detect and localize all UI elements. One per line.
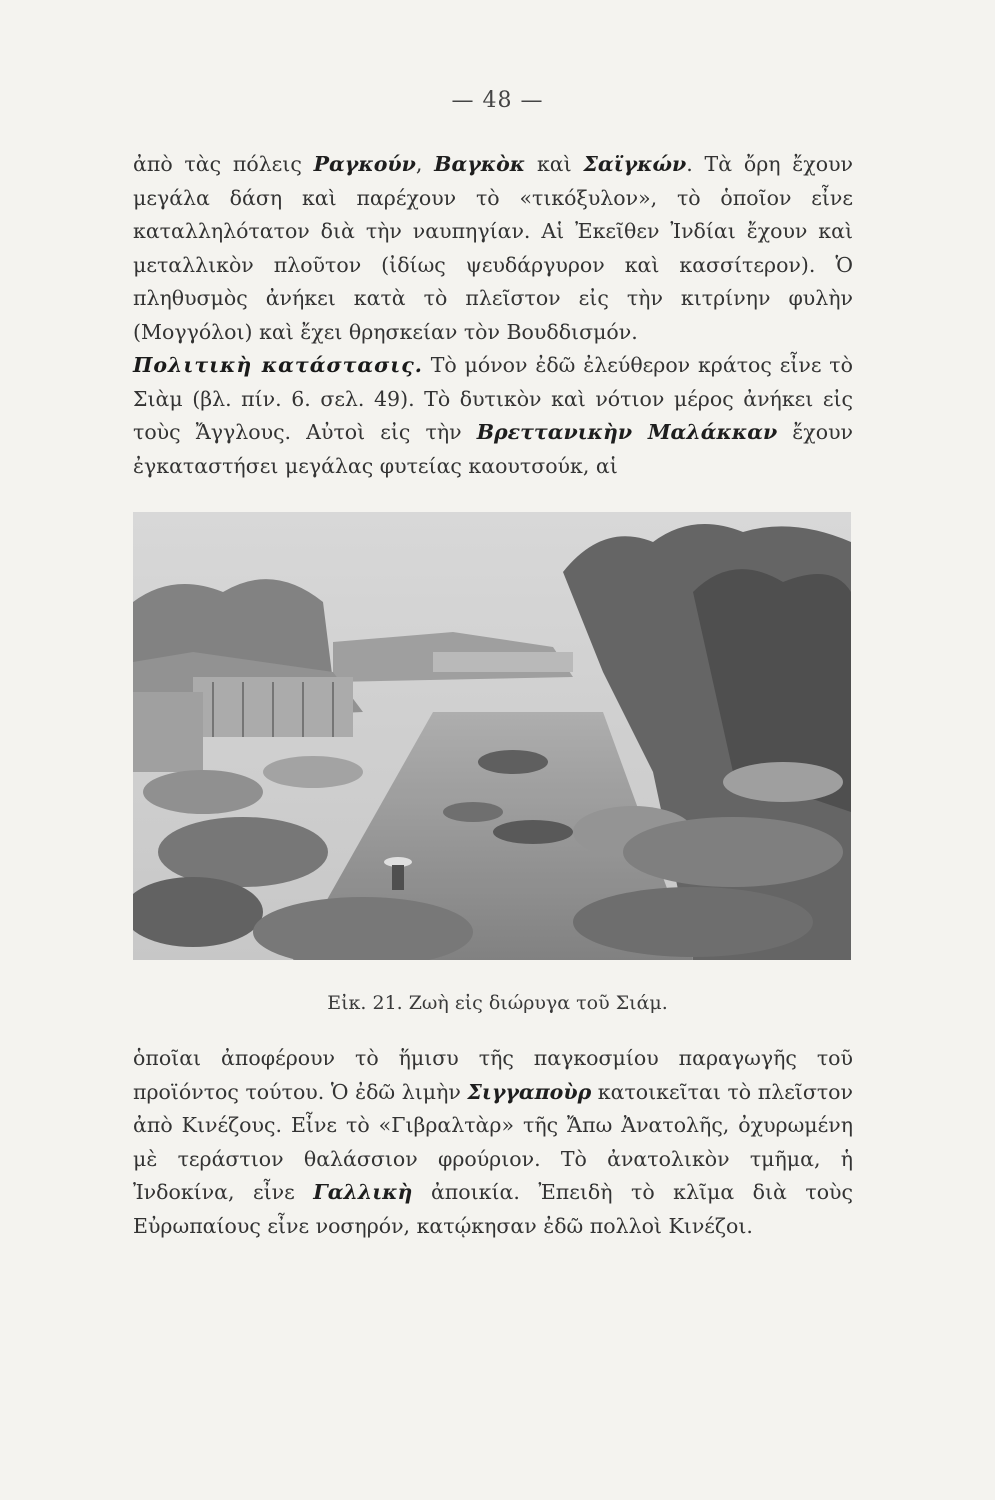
paragraph-text: ἀποικία. Ἐπειδὴ τὸ κλῖμα διὰ τοὺς Εὐρωπαίους εἶνε νοσηρόν, κατῴκησαν ἐδῶ πολλοὶ Κινέζοι.	[133, 1180, 853, 1238]
canal-photograph	[133, 512, 851, 960]
section-heading: Πολιτικὴ κατάστασις.	[133, 353, 423, 377]
city-saigon: Σαϊγκών	[583, 152, 687, 176]
figure-caption: Εἰκ. 21. Ζωὴ εἰς διώρυγα τοῦ Σιάμ.	[327, 992, 668, 1014]
paragraph-politics	[133, 349, 853, 483]
conjunction: καὶ	[525, 152, 584, 176]
paragraph-text: ὁποῖαι ἀποφέρουν τὸ ἥμισυ τῆς παγκοσμίου παραγωγῆς τοῦ προϊόντος τούτου. Ὁ ἐδῶ λιμὴν	[133, 1046, 853, 1104]
paragraph-text: . Τὰ ὄρη ἔχουν μεγάλα δάση καὶ παρέχουν τὸ «τικόξυλον», τὸ ὁποῖον εἶνε καταλληλότατον διὰ τὴν ναυπηγίαν. Αἱ Ἐκεῖθεν Ἰνδίαι ἔχουν καὶ μεταλλικὸν πλοῦτον (ἰδίως ψευδάργυρον καὶ κασσίτερον). Ὁ πληθυσμὸς ἀνήκει κατὰ τὸ πλεῖστον εἰς τὴν κιτρίνην φυλὴν (Μογγόλοι) καὶ ἔχει θρησκείαν τὸν Βουδδισμόν.	[133, 152, 853, 344]
paragraph-text: ἀπὸ τὰς πόλεις	[133, 152, 314, 176]
text-block-bottom	[133, 1042, 853, 1243]
place-malacca: Βρεττανικὴν Μαλάκκαν	[476, 420, 778, 444]
paragraph-geography	[133, 148, 853, 349]
paragraph-text: Τὸ μόνον ἐδῶ ἐλεύθερον κράτος εἶνε τὸ Σιὰμ (βλ. πίν. 6. σελ. 49). Τὸ δυτικὸν καὶ νότιον μέρος ἀνήκει εἰς τοὺς Ἄγγλους. Αὐτοὶ εἰς τὴν	[133, 353, 853, 444]
text-block-top	[133, 148, 853, 483]
city-rangoon: Ραγκούν	[313, 152, 416, 176]
paragraph-text: κατοικεῖται τὸ πλεῖστον ἀπὸ Κινέζους. Εἶνε τὸ «Γιβραλτὰρ» τῆς Ἄπω Ἀνατολῆς, ὀχυρωμένη μὲ τεράστιον θαλάσσιον φρούριον. Τὸ ἀνατολικὸν τμῆμα, ἡ Ἰνδοκίνα, εἶνε	[133, 1079, 853, 1204]
french-colony: Γαλλικὴ	[313, 1180, 413, 1204]
paragraph-continuation	[133, 1042, 853, 1243]
separator: ,	[415, 152, 435, 176]
city-singapore: Σιγγαποὺρ	[467, 1079, 592, 1104]
paragraph-text: ἔχουν ἐγκαταστήσει μεγάλας φυτείας καουτσούκ, αἱ	[133, 420, 853, 478]
city-bangkok: Βαγκὸκ	[434, 152, 526, 176]
canal-photo-illustration	[133, 512, 851, 960]
page-number: — 48 —	[451, 88, 544, 113]
